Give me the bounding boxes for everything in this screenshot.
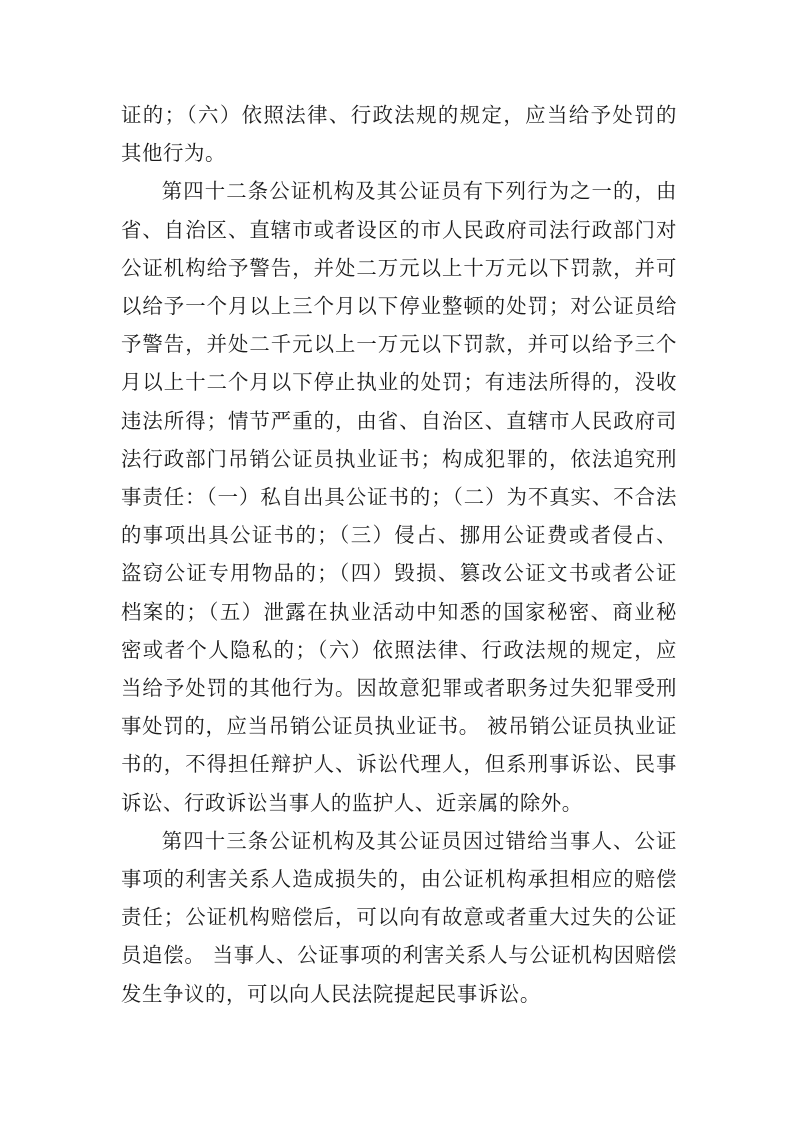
paragraph-article-43: 第四十三条公证机构及其公证员因过错给当事人、公证事项的利害关系人造成损失的，由公证机构承担相应的赔偿责任；公证机构赔偿后，可以向有故意或者重大过失的公证员追偿。 当事人、公证事项的利害关系人与公证机构因赔偿发生争议的，可以向人民法院提起民事诉讼。 <box>121 828 677 1006</box>
paragraph-continuation: 证的；（六）依照法律、行政法规的规定，应当给予处罚的其他行为。 <box>121 103 677 166</box>
document-body <box>121 96 677 1013</box>
paragraph-article-42: 第四十二条公证机构及其公证员有下列行为之一的，由省、自治区、直辖市或者设区的市人民政府司法行政部门对公证机构给予警告，并处二万元以上十万元以下罚款，并可以给予一个月以上三个月以下停业整顿的处罚；对公证员给予警告，并处二千元以上一万元以下罚款，并可以给予三个月以上十二个月以下停止执业的处罚；有违法所得的，没收违法所得；情节严重的，由省、自治区、直辖市人民政府司法行政部门吊销公证员执业证书；构成犯罪的，依法追究刑事责任：（一）私自出具公证书的；（二）为不真实、不合法的事项出具公证书的；（三）侵占、挪用公证费或者侵占、盗窃公证专用物品的；（四）毁损、篡改公证文书或者公证档案的；（五）泄露在执业活动中知悉的国家秘密、商业秘密或者个人隐私的；（六）依照法律、行政法规的规定，应当给予处罚的其他行为。因故意犯罪或者职务过失犯罪受刑事处罚的，应当吊销公证员执业证书。 被吊销公证员执业证书的，不得担任辩护人、诉讼代理人，但系刑事诉讼、民事诉讼、行政诉讼当事人的监护人、近亲属的除外。 <box>121 179 677 815</box>
